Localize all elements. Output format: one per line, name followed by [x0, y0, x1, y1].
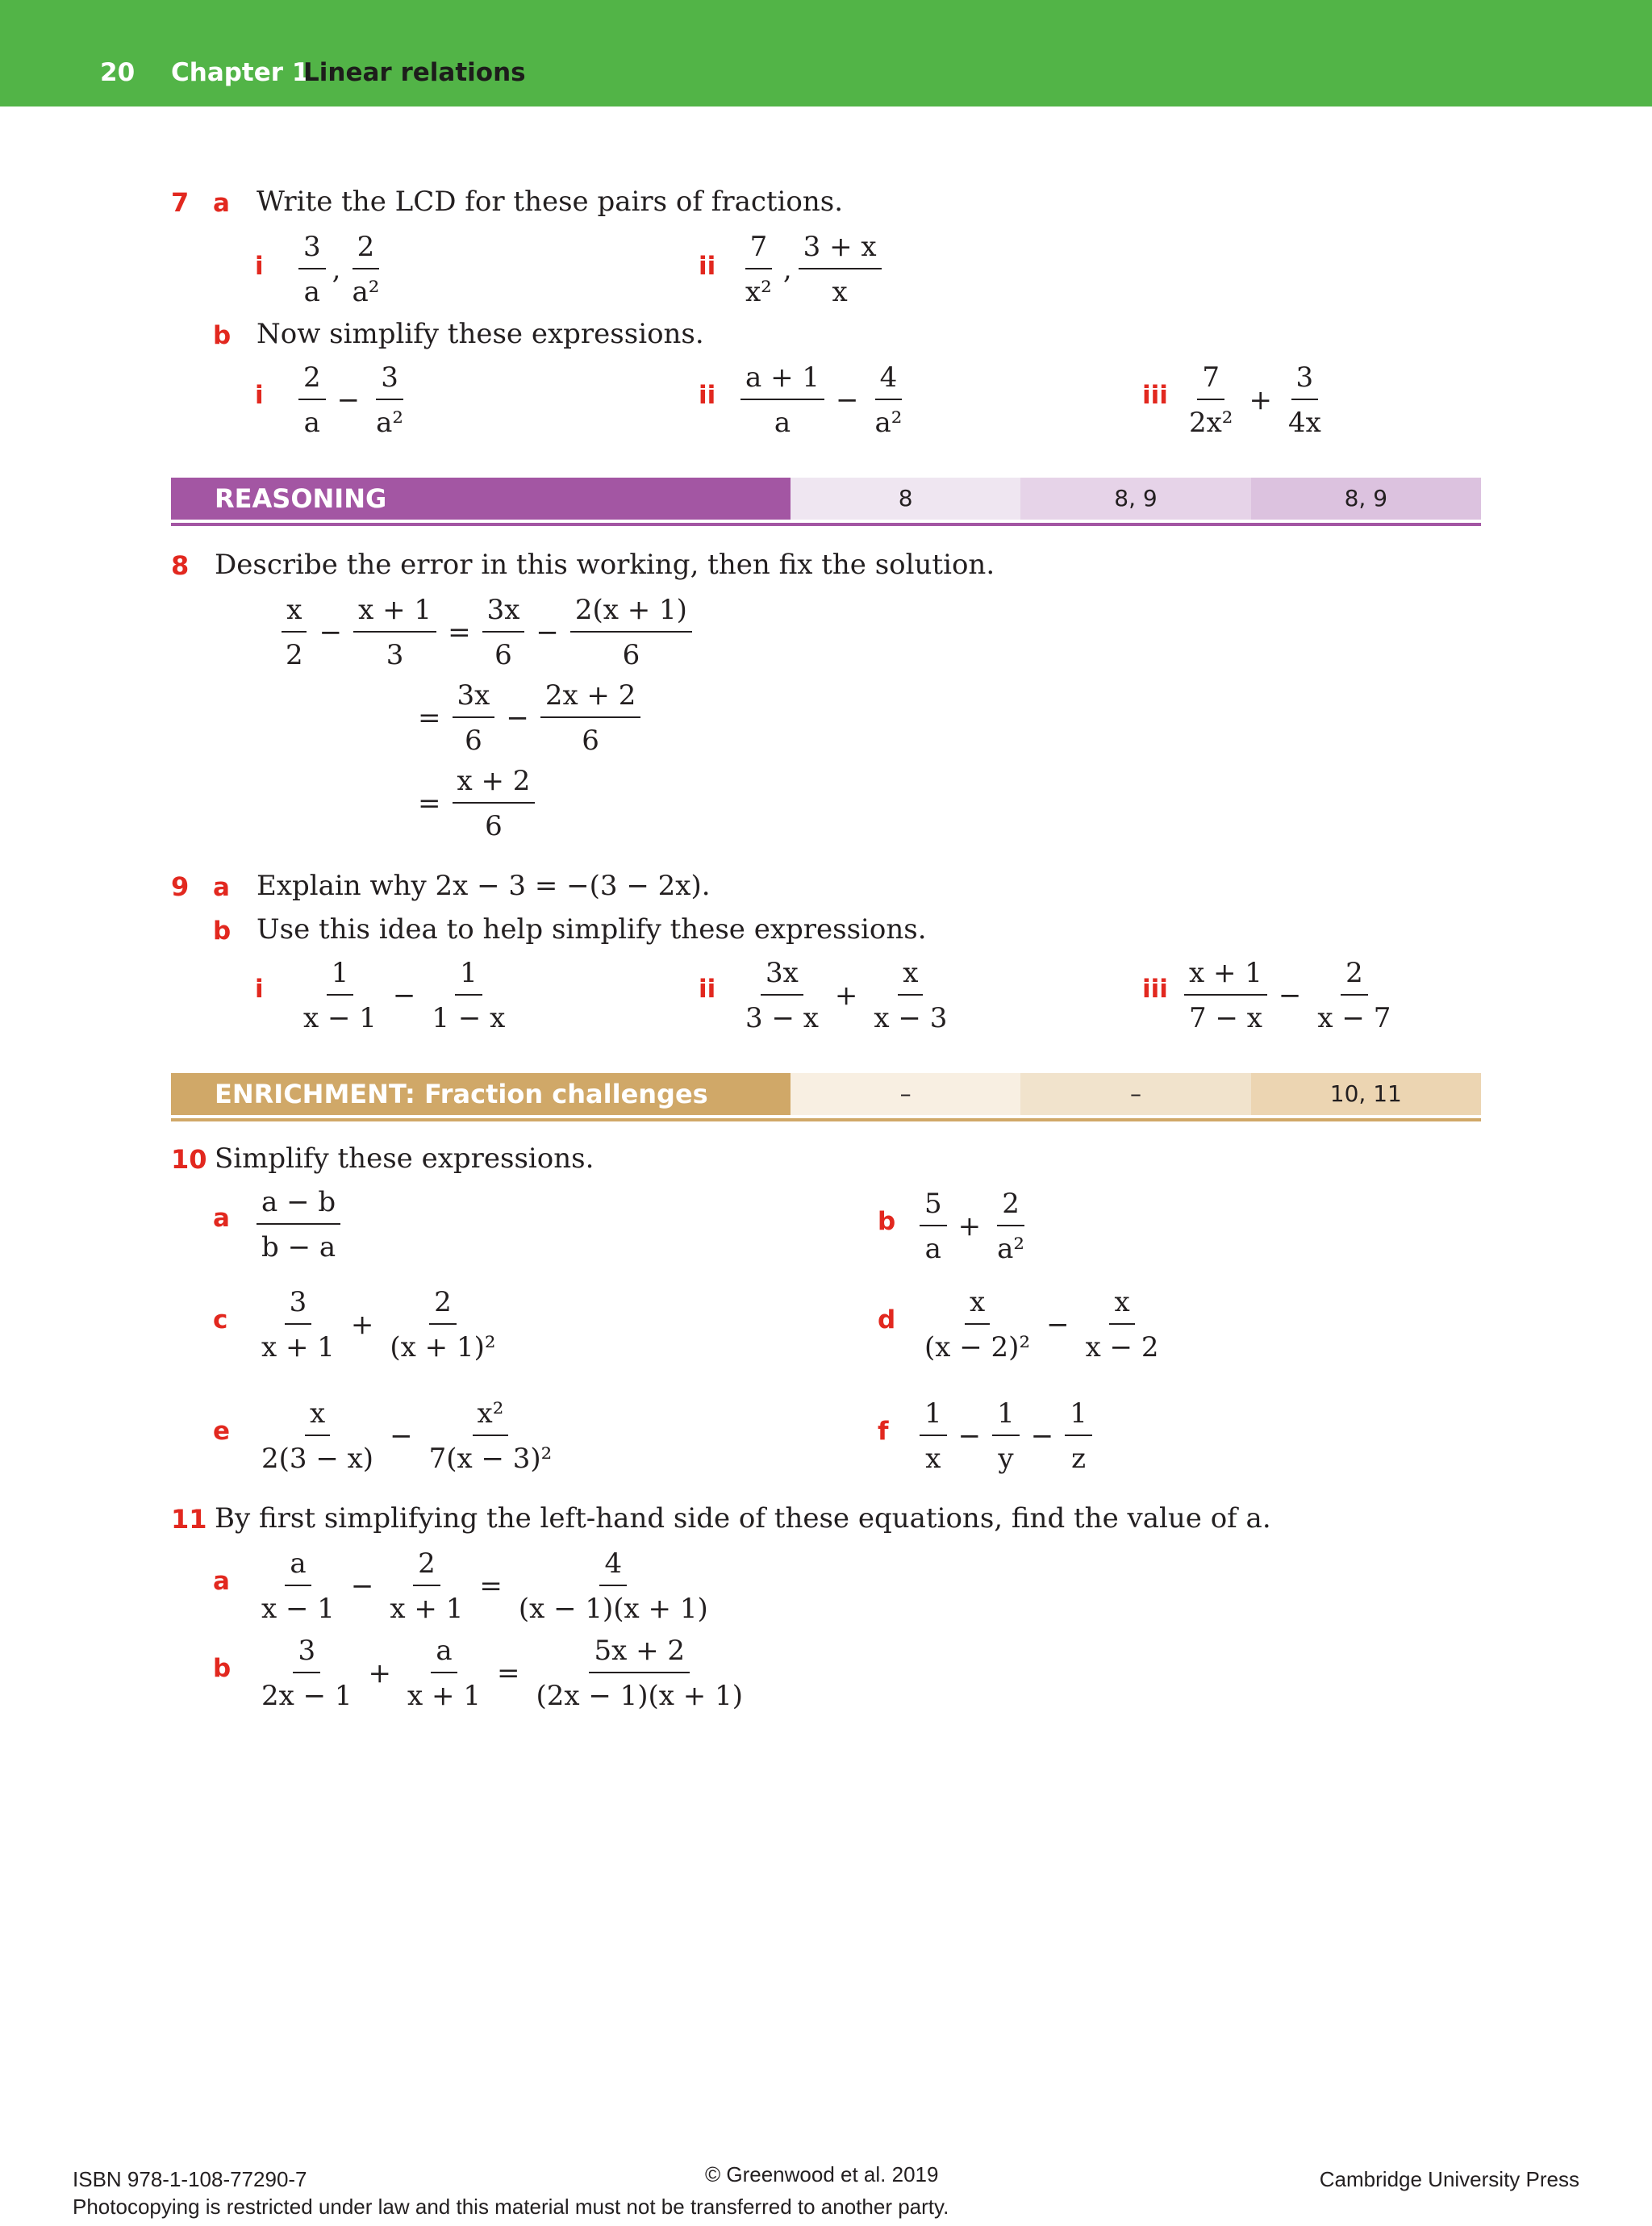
q7-a-ii-label: ii — [699, 252, 716, 281]
enrichment-band-cell-advanced: 10, 11 — [1251, 1073, 1481, 1115]
q10-a-label: a — [213, 1204, 230, 1233]
q10-f-expression: $\frac{1}{x}$ − $\frac{1}{y}$ − $\frac{1}{z}$ — [913, 1397, 1099, 1475]
fraction: $\frac{2}{a}$ — [298, 361, 326, 439]
fraction: $\frac{2}{\text{(x + 1)²}}$ — [390, 1286, 496, 1364]
fraction: $\frac{3x}{6}$ — [453, 679, 495, 757]
fraction: $\frac{4}{(x - 1)(x + 1)}$ — [518, 1547, 708, 1625]
fraction: $\frac{1}{1 - x}$ — [432, 957, 506, 1034]
chapter-label: Chapter 1 — [171, 58, 310, 87]
q7-a-i-expression: $\frac{3}{a}$ , $\frac{2}{\text{a²}}$ — [292, 231, 390, 308]
q7-part-b-text: Now simplify these expressions. — [257, 318, 704, 350]
fraction: $\frac{x + 1}{7 - x}$ — [1184, 957, 1267, 1034]
fraction: $\frac{a}{x + 1}$ — [407, 1635, 481, 1712]
fraction: $\frac{x}{2}$ — [281, 594, 308, 671]
q9-part-b-text: Use this idea to help simplify these expressions. — [257, 913, 927, 946]
q7-b-i-label: i — [255, 381, 264, 410]
fraction: $\frac{a}{x - 1}$ — [261, 1547, 335, 1625]
fraction: $\frac{2(x + 1)}{6}$ — [570, 594, 692, 671]
fraction: $\frac{3x}{6}$ — [482, 594, 525, 671]
q9-part-a-text: Explain why 2x − 3 = −(3 − 2x). — [257, 870, 711, 902]
q8-working-line-3: = $\frac{x + 2}{6}$ — [413, 765, 541, 842]
q8-text: Describe the error in this working, then fix the solution. — [215, 549, 995, 581]
fraction: $\frac{3}{x + 1}$ — [261, 1286, 335, 1364]
reasoning-band-cell-standard: 8, 9 — [1020, 478, 1250, 520]
q11-b-equation: $\frac{3}{2x - 1}$ + $\frac{a}{x + 1}$ = $\frac{5x + 2}{(2x - 1)(x + 1)}$ — [250, 1635, 754, 1712]
q10-b-expression: $\frac{5}{a}$ + $\frac{2}{\text{a²}}$ — [913, 1188, 1036, 1265]
q7-a-i-label: i — [255, 252, 264, 281]
q7-b-i-expression: $\frac{2}{a}$ − $\frac{3}{\text{a²}}$ — [292, 361, 415, 439]
q10-b-label: b — [878, 1207, 896, 1236]
q10-d-label: d — [878, 1305, 896, 1334]
q10-c-expression: $\frac{3}{x + 1}$ + $\frac{2}{\text{(x + 1)²}}$ — [250, 1286, 507, 1364]
enrichment-band-title: ENRICHMENT: Fraction challenges — [171, 1073, 791, 1115]
fraction: $\frac{7}{\text{x²}}$ — [745, 231, 772, 308]
q10-f-label: f — [878, 1417, 889, 1446]
reasoning-band-cell-foundation: 8 — [791, 478, 1020, 520]
footer-notice: Photocopying is restricted under law and this material must not be transferred to another party. — [73, 2195, 949, 2219]
chapter-title: Linear relations — [303, 58, 526, 87]
fraction: $\frac{2}{\text{a²}}$ — [352, 231, 380, 308]
fraction: $\frac{3}{\text{a²}}$ — [376, 361, 404, 439]
fraction: $\frac{4}{\text{a²}}$ — [874, 361, 903, 439]
q9-b-iii-label: iii — [1142, 975, 1168, 1004]
question-9-number: 9 — [171, 871, 190, 902]
fraction: $\frac{1}{z}$ — [1065, 1397, 1092, 1475]
enrichment-band — [171, 1073, 1481, 1121]
fraction: $\frac{x}{x - 3}$ — [874, 957, 948, 1034]
q11-text: By first simplifying the left-hand side of these equations, find the value of a. — [215, 1502, 1271, 1535]
q9-part-b-label: b — [213, 917, 232, 946]
q7-b-ii-expression: $\frac{a + 1}{a}$ − $\frac{4}{\text{a²}}$ — [734, 361, 913, 439]
fraction: $\frac{5x + 2}{(2x - 1)(x + 1)}$ — [536, 1635, 743, 1712]
fraction: $\frac{7}{\text{2x²}}$ — [1189, 361, 1233, 439]
fraction: $\frac{3}{a}$ — [298, 231, 326, 308]
q9-b-ii-expression: $\frac{3x}{3 - x}$ + $\frac{x}{x - 3}$ — [734, 957, 958, 1034]
fraction: $\frac{x + 2}{6}$ — [453, 765, 536, 842]
q10-a-expression — [250, 1186, 347, 1263]
reasoning-band-title: REASONING — [171, 478, 791, 520]
q7-b-iii-expression: $\frac{7}{\text{2x²}}$ + $\frac{3}{4x}$ — [1178, 361, 1333, 439]
fraction: $\frac{5}{a}$ — [920, 1188, 947, 1265]
q10-e-label: e — [213, 1417, 231, 1446]
q7-b-iii-label: iii — [1142, 381, 1168, 410]
question-7-number: 7 — [171, 187, 190, 218]
fraction: $\frac{2}{x + 1}$ — [390, 1547, 464, 1625]
question-10-number: 10 — [171, 1144, 207, 1175]
fraction: $\frac{3}{2x - 1}$ — [261, 1635, 353, 1712]
fraction: $\frac{x + 1}{3}$ — [353, 594, 436, 671]
footer-copyright: © Greenwood et al. 2019 — [705, 2162, 939, 2186]
fraction: $\frac{3x}{3 - x}$ — [745, 957, 819, 1034]
q7-part-a-text: Write the LCD for these pairs of fractions. — [257, 186, 844, 218]
fraction: $\frac{a - b}{b - a}$ — [257, 1186, 340, 1263]
fraction: $\frac{3 + x}{x}$ — [799, 231, 882, 308]
q10-e-expression: $\frac{x}{2(3 - x)}$ − $\frac{\text{x²}}{\text{7(x − 3)²}}$ — [250, 1397, 563, 1475]
q11-b-label: b — [213, 1654, 232, 1683]
page-number: 20 — [100, 58, 136, 87]
enrichment-band-cell-foundation: – — [791, 1073, 1020, 1115]
q9-b-i-label: i — [255, 975, 264, 1004]
q7-part-a-label: a — [213, 189, 230, 218]
fraction: $\frac{3}{4x}$ — [1287, 361, 1321, 439]
fraction: $\frac{2}{\text{a²}}$ — [997, 1188, 1025, 1265]
reasoning-band — [171, 478, 1481, 526]
q11-a-label: a — [213, 1567, 230, 1596]
question-11-number: 11 — [171, 1504, 207, 1535]
q9-b-i-expression: $\frac{1}{x - 1}$ − $\frac{1}{1 - x}$ — [292, 957, 516, 1034]
fraction: $\frac{a + 1}{a}$ — [740, 361, 824, 439]
q10-c-label: c — [213, 1305, 228, 1334]
fraction: $\frac{2}{x - 7}$ — [1317, 957, 1391, 1034]
question-8-number: 8 — [171, 550, 190, 581]
q9-b-ii-label: ii — [699, 975, 716, 1004]
q10-d-expression: $\frac{x}{\text{(x − 2)²}}$ − $\frac{x}{x - 2}$ — [913, 1286, 1170, 1364]
q10-text: Simplify these expressions. — [215, 1142, 594, 1175]
q7-a-ii-expression: $\frac{7}{\text{x²}}$ , $\frac{3 + x}{x}$ — [734, 231, 888, 308]
q8-working-line-2: = $\frac{3x}{6}$ − $\frac{2x + 2}{6}$ — [413, 679, 647, 757]
reasoning-band-cell-advanced: 8, 9 — [1251, 478, 1481, 520]
fraction: $\frac{x}{\text{(x − 2)²}}$ — [924, 1286, 1031, 1364]
fraction: $\frac{x}{2(3 - x)}$ — [261, 1397, 374, 1475]
q7-part-b-label: b — [213, 321, 232, 350]
chapter-header-bar — [0, 0, 1652, 106]
q8-working-line-1: $\frac{x}{2}$ − $\frac{x + 1}{3}$ = $\frac{3x}{6}$ − $\frac{2(x + 1)}{6}$ — [274, 594, 699, 671]
q11-a-equation: $\frac{a}{x - 1}$ − $\frac{2}{x + 1}$ = $\frac{4}{(x - 1)(x + 1)}$ — [250, 1547, 720, 1625]
footer-isbn: ISBN 978-1-108-77290-7 — [73, 2167, 307, 2191]
fraction: $\frac{2x + 2}{6}$ — [540, 679, 641, 757]
footer-publisher: Cambridge University Press — [1319, 2167, 1579, 2191]
enrichment-band-cell-standard: – — [1020, 1073, 1250, 1115]
fraction: $\frac{1}{y}$ — [992, 1397, 1020, 1475]
fraction: $\frac{1}{x}$ — [920, 1397, 947, 1475]
q9-b-iii-expression: $\frac{x + 1}{7 - x}$ − $\frac{2}{x - 7}$ — [1178, 957, 1402, 1034]
q7-b-ii-label: ii — [699, 381, 716, 410]
fraction: $\frac{1}{x - 1}$ — [303, 957, 377, 1034]
q9-part-a-label: a — [213, 873, 230, 902]
fraction: $\frac{x}{x - 2}$ — [1085, 1286, 1159, 1364]
fraction: $\frac{\text{x²}}{\text{7(x − 3)²}}$ — [428, 1397, 553, 1475]
